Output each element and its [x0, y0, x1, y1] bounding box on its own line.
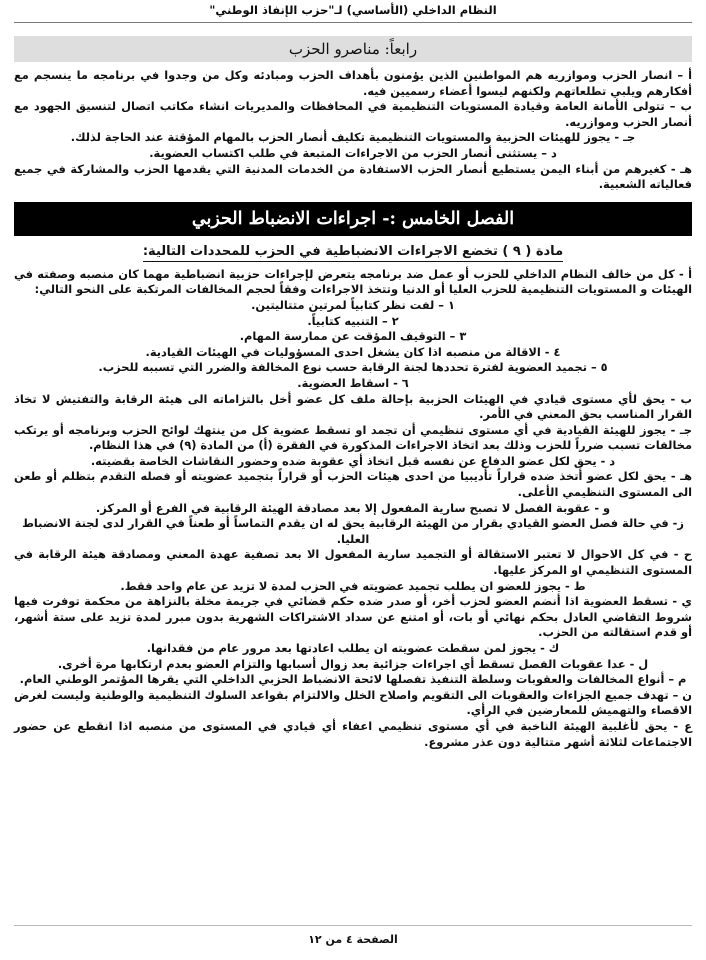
article-heading-text: مادة ( ٩ ) تخضع الاجراءات الانضباطية في الحزب للمحددات التالية:: [143, 244, 563, 262]
clause-paragraph: ن – تهدف جميع الجزاءات والعقوبات الى التقويم واصلاح الخلل والالتزام بقواعد السلوك التنظيمية والوطنية وليست لغرض الاقصاء والتهميش للمعارضين في الرأي.: [14, 687, 692, 718]
clause-paragraph: ز- في حالة فصل العضو القيادي بقرار من الهيئة الرقابية يحق له ان يقدم التماساً أو طعناً في القرار لدى لجنة الانضباط العليا.: [22, 516, 684, 546]
clause-paragraph: جـ - يجوز للهيئات الحزبية والمستويات التنظيمية تكليف أنصار الحزب بالمهام المؤقتة عند الحاجة لذلك.: [70, 130, 636, 145]
clause-paragraph: ي - تسقط العضوية اذا أنضم العضو لحزب أخر، أو صدر ضده حكم قضائي في جريمة مخلة بالنزاهة من محكمة توفرت فيها شروط التقاضي العادل بحكم نهائي أو بات، أو امتنع عن سداد الاشتراكات الشهرية بدون مبرر لمدة تزيد على ستة أشهر، أو قدم استقالته من الحزب.: [14, 594, 692, 640]
article-intro-paragraph: أ - كل من خالف النظام الداخلي للحزب أو عمل ضد برنامجه يتعرض لإجراءات حزبية انضباطية مهما كان منصبه وصفته في الهيئات و المستويات التنظيمية للحزب العليا أو الدنيا وتتخذ الاجراءات وفقاً لحجم المخالفات المرتكبة على النحو التالي:: [14, 266, 692, 297]
clause-paragraph: أ – انصار الحزب وموازريه هم المواطنين الذين يؤمنون بأهداف الحزب ومبادئه وكل من وجدوا في برنامجه ما ينسجم مع أفكارهم ويلبي تطلعاتهم ولكنهم ليسوا أعضاء رسميين فيه.: [14, 68, 692, 98]
list-item: ٢ – التنبيه كتابياً.: [307, 313, 399, 328]
clause-paragraph: هـ - كغيرهم من أبناء اليمن يستطيع أنصار الحزب الاستفادة من الخدمات المدنية التي يقدمها الحزب والمشاركة في جميع فعالياته الشعبية.: [14, 161, 692, 192]
footer-divider: [14, 925, 692, 926]
clause-paragraph: هـ - يحق لكل عضو أتخذ ضده قراراً تأديبيا من احدى هيئات الحزب أو قراراً بتجميد عضويته أو فصله التقدم بتظلم أو طعن الى المستوى التنظيمي الأعلى.: [14, 469, 692, 500]
clause-paragraph: ط - يجوز للعضو ان يطلب تجميد عضويته في الحزب لمدة لا تزيد عن عام واحد فقط.: [120, 578, 586, 593]
clause-paragraph: د - يحق لكل عضو الدفاع عن نفسه قبل اتخاذ أي عقوبة ضده وحضور النقاشات الخاصة بقضيته.: [90, 453, 616, 468]
page-content: [14, 36, 692, 910]
clause-paragraph: م – أنواع المخالفات والعقوبات وسلطة التنفيذ تفصلها لائحة الانضباط الحزبي الداخلي التي يقرها المؤتمر الوطني العام.: [19, 672, 687, 687]
clause-paragraph: ع - يحق لأغلبية الهيئة الناخبة في أي مستوى تنظيمي اعفاء أي قيادي في المستوى من منصبه اذا انقطع عن حضور الاجتماعات لثلاثة أشهر متتالية دون عذر مشروع.: [14, 718, 692, 749]
page-number: الصفحة ٤ من ١٢: [308, 933, 398, 946]
clause-paragraph: د – يستثنى أنصار الحزب من الاجراءات المتبعة في طلب اكتساب العضوية.: [149, 145, 557, 160]
article-intro-block: [14, 267, 692, 298]
clause-paragraph: ب - يحق لأي مستوى قيادي في الهيئات الحزبية بإحالة ملف كل عضو أخل بالتزاماته الى هيئة الرقابة والتفتيش لا تخاذ القرار المناسب بحق المعني في الأمر.: [14, 391, 692, 422]
clause-paragraph: ك - يجوز لمن سقطت عضويته ان يطلب اعادتها بعد مرور عام من فقدانها.: [146, 641, 560, 655]
supporters-clause-list: [14, 68, 692, 193]
header-divider: [14, 22, 692, 23]
article-heading: [14, 244, 692, 262]
clause-paragraph: ح - في كل الاحوال لا تعتبر الاستقالة أو التجميد سارية المفعول الا بعد تصفية عهدة المعني ومصادقة هيئة الرقابة في المستوى التنظيمي او المركز عليها.: [14, 547, 692, 578]
clause-paragraph: ب – تتولى الأمانة العامة وقيادة المستويات التنظيمية في المحافظات والمديريات انشاء مكاتب اتصال لتنسيق الجهود مع أنصار الحزب وموازريه.: [14, 99, 692, 129]
list-item: ١ – لفت نظر كتابياً لمرتين متتاليتين.: [251, 297, 455, 312]
clause-paragraph: و - عقوبة الفصل لا تصبح سارية المفعول إلا بعد مصادقة الهيئة الرقابية في الفرع أو المركز.: [95, 500, 611, 515]
penalty-list: [14, 298, 692, 392]
list-item: ٣ – التوقيف المؤقت عن ممارسة المهام.: [239, 329, 467, 344]
clause-paragraph: جـ - يجوز للهيئة القيادية في أي مستوى تنظيمي أن تجمد او تسقط عضوية كل من ينتهك لوائح الحزب وبرنامجه أو يرتكب مخالفات تسبب ضرراً للحزب وذلك بعد اتخاذ الاجراءات المذكورة في الفقرة (أ) من المادة (٩) في هذا النظام.: [14, 422, 692, 453]
list-item: ٤ - الاقالة من منصبه اذا كان يشغل احدى المسؤوليات في الهيئات القيادية.: [145, 344, 561, 359]
discipline-clause-list: [14, 392, 692, 751]
clause-paragraph: ل - عدا عقوبات الفصل تسقط أي اجراءات جزائية بعد زوال أسبابها والتزام العضو بعدم ارتكابها مرة أخرى.: [57, 656, 649, 671]
list-item: ٥ – تجميد العضوية لفترة تحددها لجنة الرقابة حسب نوع المخالفة والضرر التي تسببه للحزب.: [98, 360, 608, 375]
chapter-banner: الفصل الخامس :- اجراءات الانضباط الحزبي: [14, 202, 692, 236]
list-item: ٦ - اسقاط العضوية.: [297, 375, 409, 390]
running-header: النظام الداخلي (الأساسي) لـ"حزب الإنفاذ الوطني": [209, 3, 497, 17]
section-heading-supporters: رابعاً: مناصرو الحزب: [14, 36, 692, 62]
